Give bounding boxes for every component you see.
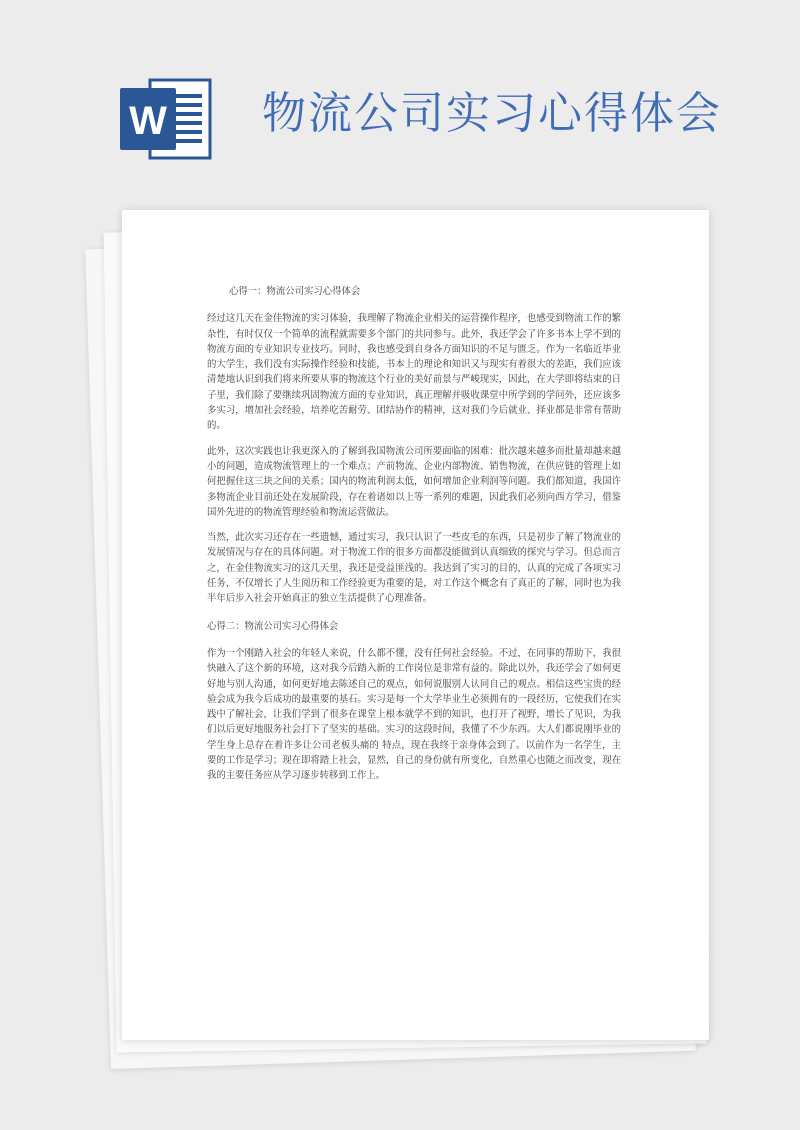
word-logo-letter: W <box>129 99 167 143</box>
page-title: 物流公司实习心得体会 <box>262 88 722 139</box>
paragraph: 作为一个刚踏入社会的年轻人来说，什么都不懂，没有任何社会经验。不过，在同事的帮助下，我很快融入了这个新的环境，这对我今后踏入新的工作岗位是非常有益的。除此以外，我还学会了如何更好地与别人沟通，如何更好地去陈述自己的观点，如何说服别人认同自己的观点。相信这些宝贵的经验会成为我今后成功的最重要的基石。实习是每一个大学毕业生必须拥有的一段经历，它使我们在实践中了解社会，让我们学到了很多在课堂上根本就学不到的知识，也打开了视野，增长了见识，为我们以后更好地服务社会打下了坚实的基础。实习的这段时间，我懂了不少东西。大人们都说刚毕业的学生身上总存在着许多让公司老板头痛的 特点，现在我终于亲身体会到了。以前作为一名学生，主要的工作是学习；现在即将踏上社会，显然，自己的身份就有所变化，自然重心也随之而改变，现在我的主要任务应从学习逐步转移到工作上。 <box>207 647 621 782</box>
document-page <box>122 210 709 1040</box>
paragraph: 经过这几天在金佳物流的实习体验，我理解了物流企业相关的运营操作程序，也感受到物流工作的繁杂性，有时仅仅一个简单的流程就需要多个部门的共同参与。此外，我还学会了许多书本上学不到的物流方面的专业知识专业技巧。同时，我也感受到自身各方面知识的不足与匮乏。作为一名临近毕业的大学生，我们没有实际操作经验和技能，书本上的理论和知识又与现实有着很大的差距，我们应该清楚地认识到我们将来所要从事的物流这个行业的美好前景与严峻现实，因此，在大学即将结束的日子里，我们除了要继续巩固物流方面的专业知识，真正理解并吸收课堂中所学到的学问外，还应该多多实习，增加社会经验，培养吃苦耐劳、团结协作的精神，这对我们今后就业、择业都是非常有帮助的。 <box>207 313 621 432</box>
header <box>0 0 800 200</box>
paragraph: 此外，这次实践也让我更深入的了解到我国物流公司所要面临的困难：批次越来越多而批量却越来越小的问题，造成物流管理上的一个难点；产前物流、企业内部物流、销售物流，在供应链的管理上如何把握住这三块之间的关系；国内的物流利润太低，如何增加企业利润等问题。我们都知道，我国许多物流企业目前还处在发展阶段，存在着诸如以上等一系列的难题，因此我们必须向西方学习，借鉴国外先进的的物流管理经验和物流运营做法。 <box>207 445 621 518</box>
paragraph: 当然，此次实习还存在一些遗憾，通过实习，我只认识了一些皮毛的东西，只是初步了解了物流业的发展情况与存在的具体问题。对于物流工作的很多方面都没能做到认真细致的探究与学习。但总而言之，在金佳物流实习的这几天里，我还是受益匪浅的。我达到了实习的目的，认真的完成了各项实习任务，不仅增长了人生阅历和工作经验更为重要的是，对工作这个概念有了真正的了解，同时也为我半年后步入社会开始真正的独立生活提供了心理准备。 <box>207 532 621 605</box>
section-heading-2: 心得二：物流公司实习心得体会 <box>207 620 339 632</box>
word-document-icon <box>116 74 216 164</box>
section-heading-1: 心得一：物流公司实习心得体会 <box>229 286 361 297</box>
document-body <box>207 284 621 794</box>
